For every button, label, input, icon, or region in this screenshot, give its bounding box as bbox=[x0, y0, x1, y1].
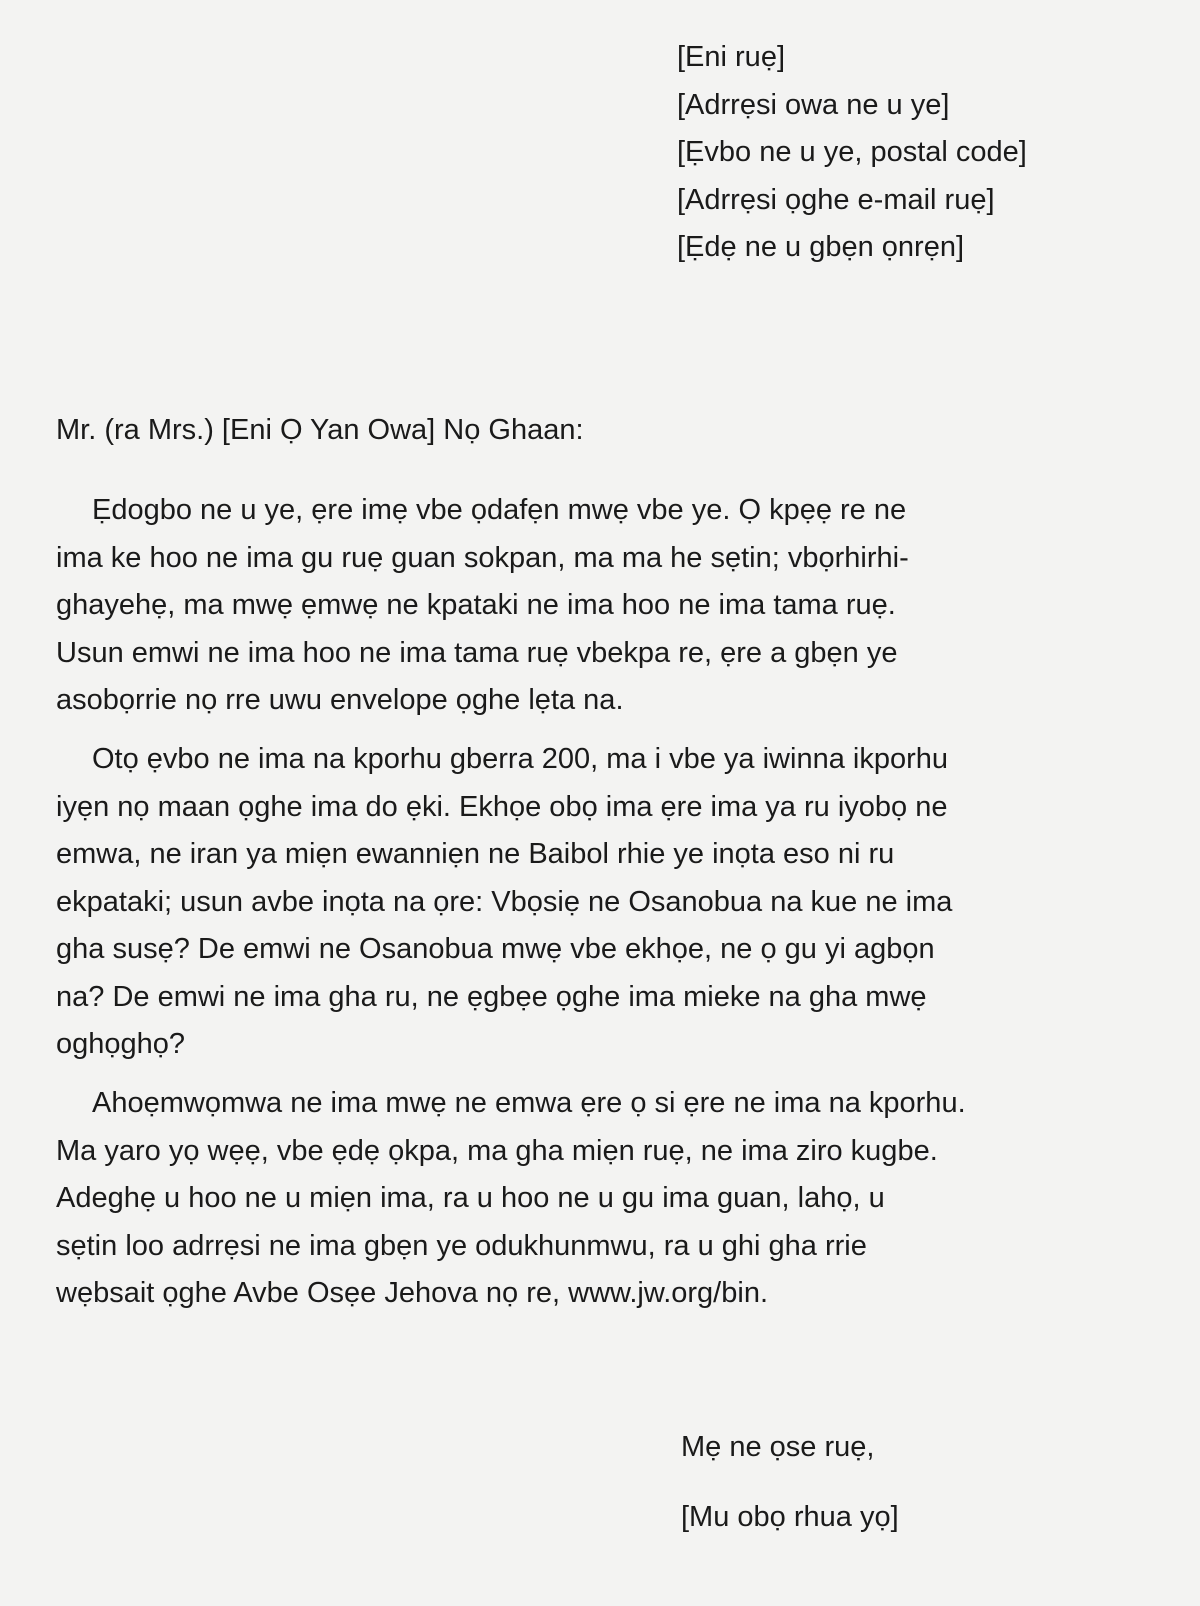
closing: Mẹ ne ọse ruẹ, bbox=[681, 1431, 875, 1463]
sender-name: [Eni ruẹ] bbox=[677, 41, 785, 73]
sender-address: [Adrrẹsi owa ne u ye] bbox=[677, 89, 950, 121]
text-line: asobọrrie nọ rre uwu envelope ọghe lẹta na. bbox=[56, 684, 624, 716]
text-line: Ma yaro yọ wẹẹ, vbe ẹdẹ ọkpa, ma gha miẹn ruẹ, ne ima ziro kugbe. bbox=[56, 1135, 938, 1167]
signature-placeholder: [Mu obọ rhua yọ] bbox=[681, 1501, 899, 1533]
text-line: ima ke hoo ne ima gu ruẹ guan sokpan, ma ma he sẹtin; vbọrhirhi- bbox=[56, 542, 909, 574]
text-line: sẹtin loo adrrẹsi ne ima gbẹn ye odukhunmwu, ra u ghi gha rrie bbox=[56, 1230, 867, 1262]
text-line: Otọ ẹvbo ne ima na kporhu gberra 200, ma i vbe ya iwinna ikporhu bbox=[92, 743, 948, 775]
text-line: ekpataki; usun avbe inọta na ọre: Vbọsiẹ ne Osanobua na kue ne ima bbox=[56, 886, 953, 918]
text-line: Usun emwi ne ima hoo ne ima tama ruẹ vbekpa re, ẹre a gbẹn ye bbox=[56, 637, 898, 669]
text-line: Ahoẹmwọmwa ne ima mwẹ ne emwa ẹre ọ si ẹre ne ima na kporhu. bbox=[92, 1087, 966, 1119]
text-line: Ẹdogbo ne u ye, ẹre imẹ vbe ọdafẹn mwẹ vbe ye. Ọ kpẹẹ re ne bbox=[92, 494, 907, 526]
text-line: oghọghọ? bbox=[56, 1028, 186, 1060]
text-line: iyẹn nọ maan ọghe ima do ẹki. Ekhọe obọ ima ẹre ima ya ru iyobọ ne bbox=[56, 791, 948, 823]
text-line: na? De emwi ne ima gha ru, ne ẹgbẹe ọghe ima mieke na gha mwẹ bbox=[56, 981, 927, 1013]
text-line: Adeghẹ u hoo ne u miẹn ima, ra u hoo ne u gu ima guan, lahọ, u bbox=[56, 1182, 885, 1214]
salutation: Mr. (ra Mrs.) [Eni Ọ Yan Owa] Nọ Ghaan: bbox=[56, 414, 584, 446]
text-line: emwa, ne iran ya miẹn ewanniẹn ne Baibol rhie ye inọta eso ni ru bbox=[56, 838, 895, 870]
text-line: ghayehẹ, ma mwẹ ẹmwẹ ne kpataki ne ima hoo ne ima tama ruẹ. bbox=[56, 589, 896, 621]
sender-email: [Adrrẹsi ọghe e-mail ruẹ] bbox=[677, 184, 995, 216]
sender-city: [Ẹvbo ne u ye, postal code] bbox=[677, 136, 1027, 168]
text-line: wẹbsait ọghe Avbe Osẹe Jehova nọ re, www.jw.org/bin. bbox=[56, 1277, 769, 1309]
text-line: gha susẹ? De emwi ne Osanobua mwẹ vbe ekhọe, ne ọ gu yi agbọn bbox=[56, 933, 935, 965]
letter-date: [Ẹdẹ ne u gbẹn ọnrẹn] bbox=[677, 231, 965, 263]
